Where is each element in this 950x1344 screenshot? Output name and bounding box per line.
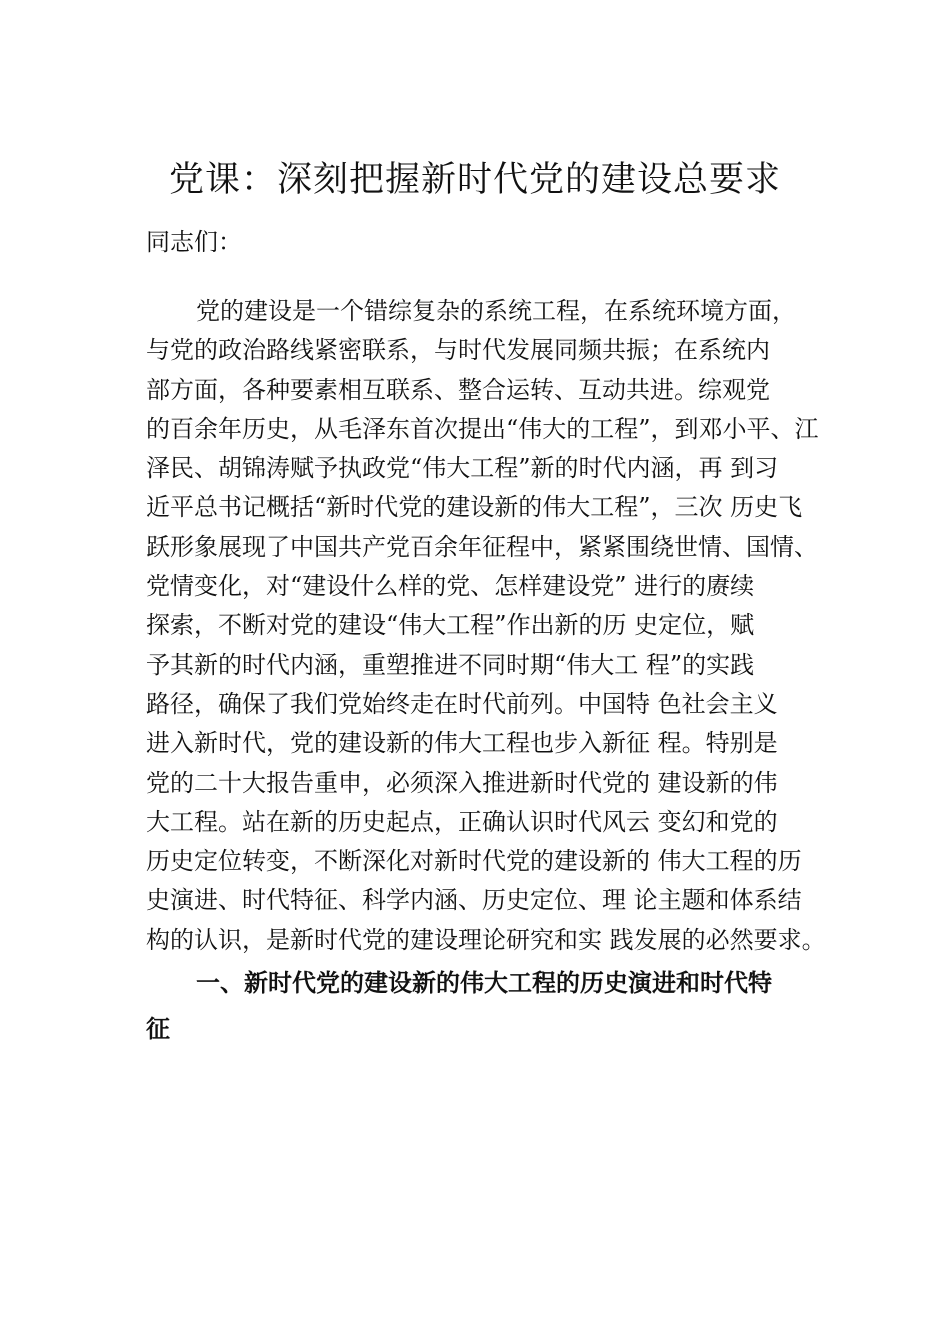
paragraph-line: 历史定位转变，不断深化对新时代党的建设新的 伟大工程的历	[146, 847, 802, 876]
paragraph-line: 与党的政治路线紧密联系，与时代发展同频共振；在系统内	[146, 336, 770, 365]
paragraph-line: 予其新的时代内涵，重塑推进不同时期“伟大工 程”的实践	[146, 650, 755, 679]
paragraph-line: 路径，确保了我们党始终走在时代前列。中国特 色社会主义	[146, 689, 778, 718]
paragraph-line: 近平总书记概括“新时代党的建设新的伟大工程”，三次 历史飞	[146, 493, 803, 522]
paragraph-line: 进入新时代，党的建设新的伟大工程也步入新征 程。特别是	[146, 729, 778, 758]
paragraph-line: 泽民、胡锦涛赋予执政党“伟大工程”新的时代内涵，再 到习	[146, 454, 779, 483]
paragraph-line: 探索，不断对党的建设“伟大工程”作出新的历 史定位，赋	[146, 611, 755, 640]
paragraph-line: 史演进、时代特征、科学内涵、历史定位、理 论主题和体系结	[146, 886, 802, 915]
body-paragraph	[146, 292, 846, 960]
paragraph-line: 构的认识，是新时代党的建设理论研究和实 践发展的必然要求。	[146, 925, 826, 954]
paragraph-line: 大工程。站在新的历史起点，正确认识时代风云 变幻和党的	[146, 807, 778, 836]
paragraph-line: 的百余年历史，从毛泽东首次提出“伟大的工程”，到邓小平、江	[146, 414, 819, 443]
paragraph-line: 党的二十大报告重申，必须深入推进新时代党的 建设新的伟	[146, 768, 778, 797]
heading-line: 征	[146, 1015, 170, 1043]
paragraph-line: 部方面，各种要素相互联系、整合运转、互动共进。综观党	[146, 375, 770, 404]
section-heading	[146, 960, 846, 1052]
paragraph-line: 党情变化，对“建设什么样的党、怎样建设党” 进行的赓续	[146, 572, 755, 601]
paragraph-line: 党的建设是一个错综复杂的系统工程，在系统环境方面，	[196, 297, 796, 325]
salutation: 同志们：	[146, 228, 242, 256]
document-title: 党课：深刻把握新时代党的建设总要求	[168, 160, 781, 200]
heading-line: 一、新时代党的建设新的伟大工程的历史演进和时代特	[196, 969, 772, 997]
paragraph-line: 跃形象展现了中国共产党百余年征程中，紧紧围绕世情、国情、	[146, 532, 818, 561]
